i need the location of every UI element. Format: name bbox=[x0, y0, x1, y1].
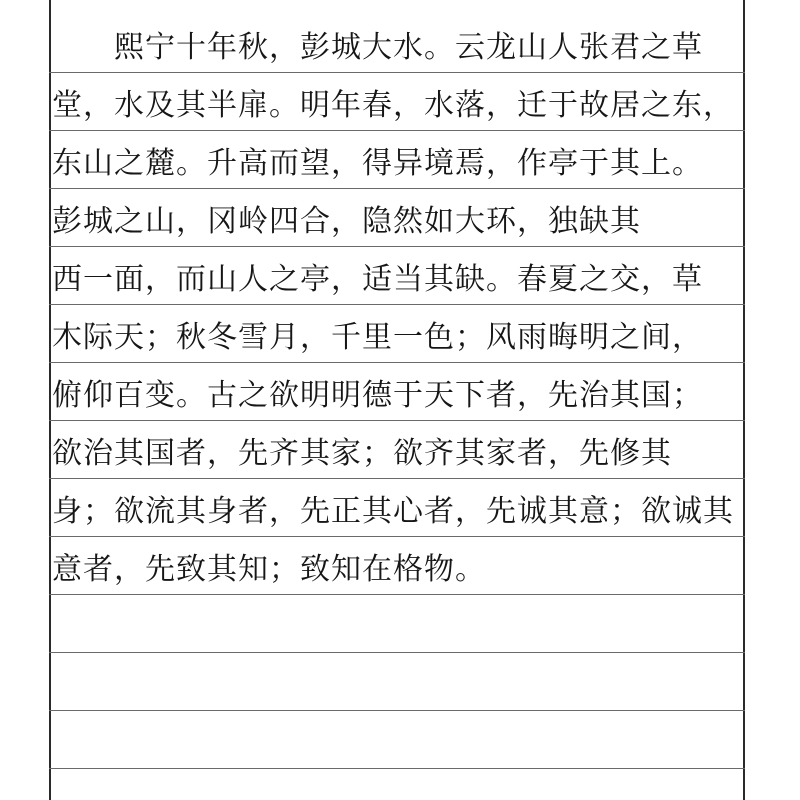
text-line: 木际天；秋冬雪月，千里一色；风雨晦明之间， bbox=[52, 320, 703, 355]
text-line: 彭城之山，冈岭四合，隐然如大环，独缺其 bbox=[52, 204, 641, 239]
right-margin-rule bbox=[743, 0, 745, 800]
text-line: 意者，先致其知；致知在格物。 bbox=[52, 552, 486, 587]
text-line: 东山之麓。升高而望，得异境焉，作亭于其上。 bbox=[52, 146, 703, 181]
text-line: 熙宁十年秋，彭城大水。云龙山人张君之草 bbox=[114, 30, 703, 65]
text-line: 俯仰百变。古之欲明明德于天下者，先治其国； bbox=[52, 378, 703, 413]
left-margin-rule bbox=[49, 0, 51, 800]
ruled-line bbox=[49, 652, 745, 653]
text-line: 西一面，而山人之亭，适当其缺。春夏之交，草 bbox=[52, 262, 703, 297]
ruled-line bbox=[49, 768, 745, 769]
ruled-line bbox=[49, 710, 745, 711]
text-line: 身；欲流其身者，先正其心者，先诚其意；欲诚其 bbox=[52, 494, 734, 529]
text-line: 欲治其国者，先齐其家；欲齐其家者，先修其 bbox=[52, 436, 672, 471]
text-line: 堂，水及其半扉。明年春，水落，迁于故居之东， bbox=[52, 88, 734, 123]
